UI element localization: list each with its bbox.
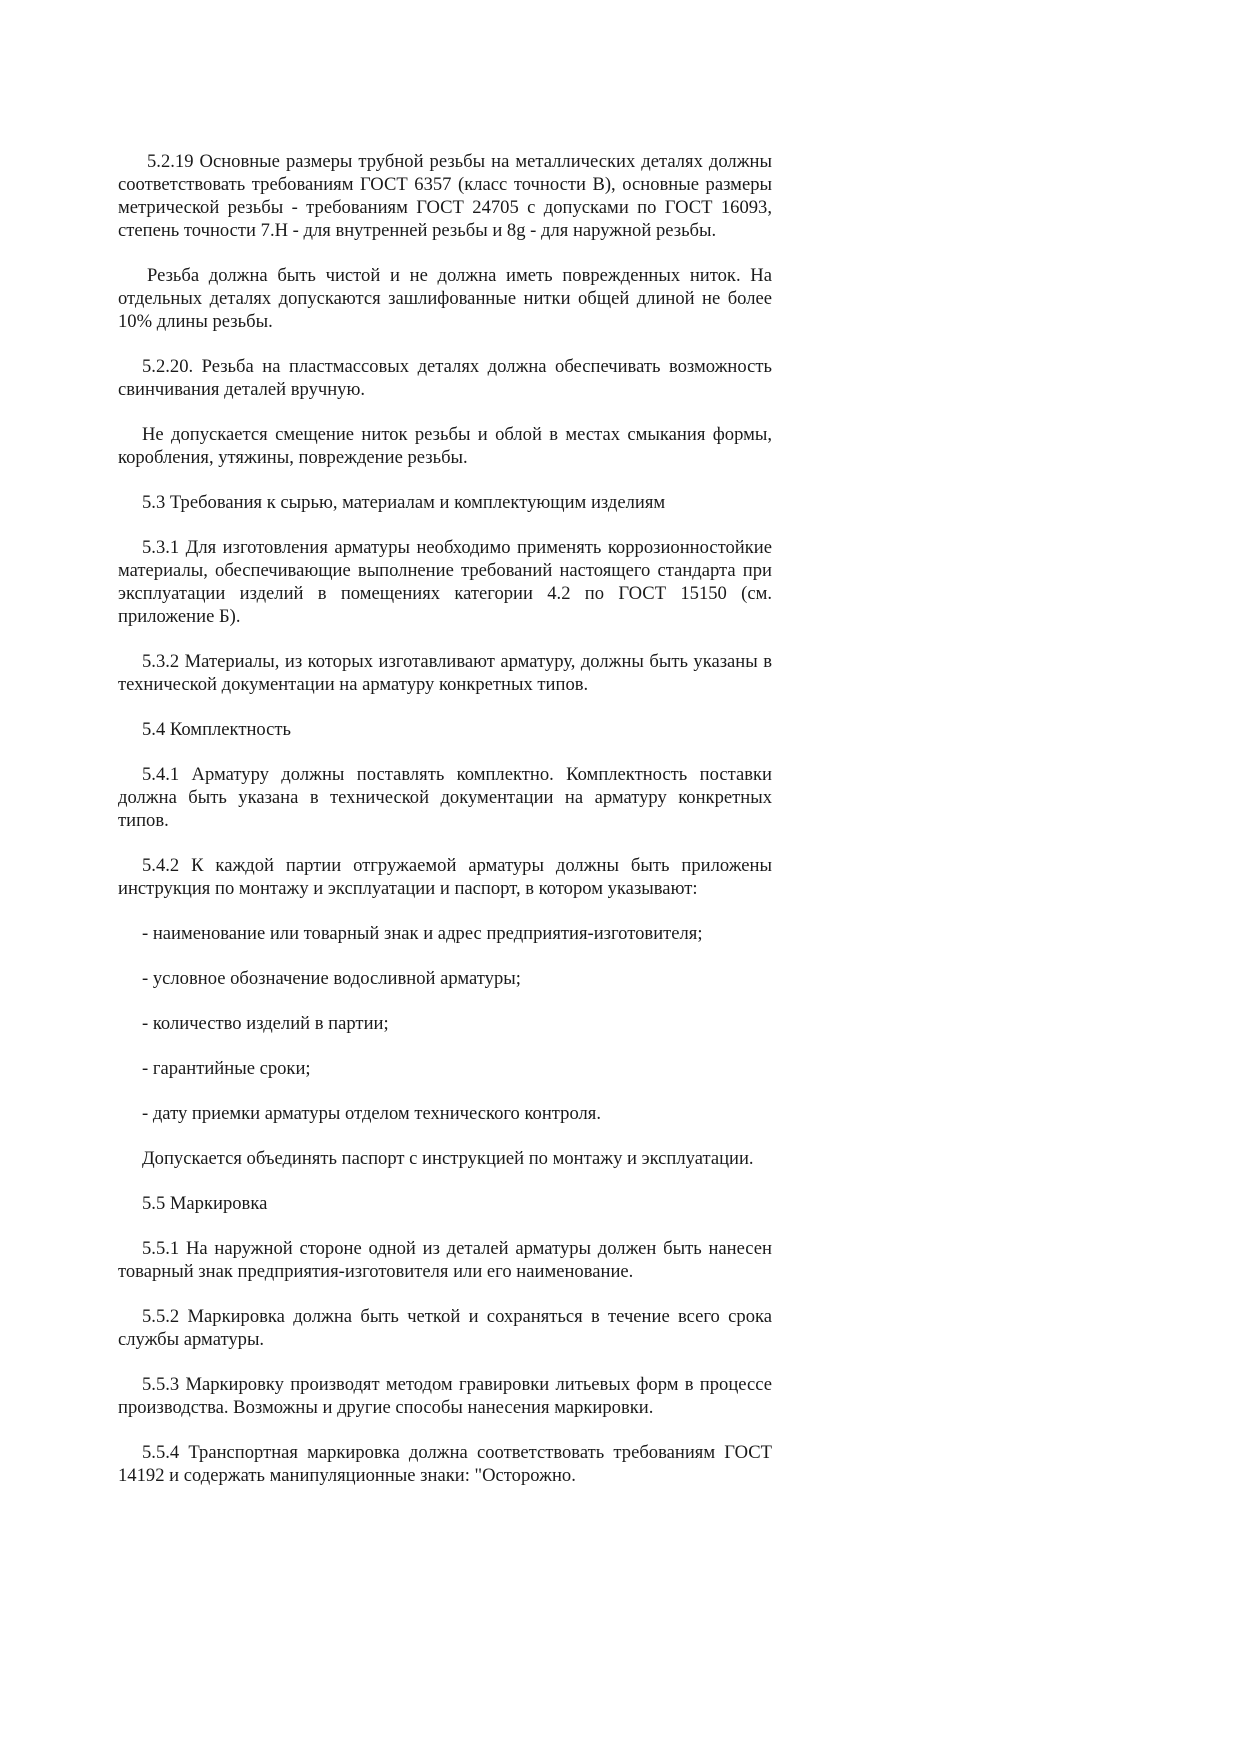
paragraph-5-3-2: 5.3.2 Материалы, из которых изготавливают арматуру, должны быть указаны в технической документации на арматуру конкретных типов. bbox=[118, 651, 772, 695]
document-page bbox=[118, 150, 772, 1487]
paragraph-5-2-19: 5.2.19 Основные размеры трубной резьбы на металлических деталях должны соответствовать требованиям ГОСТ 6357 (класс точности В), основные размеры метрической резьбы - требованиям ГОСТ 24705 с допусками по ГОСТ 16093, степень точности 7.Н - для внутренней резьбы и 8g - для наружной резьбы. bbox=[118, 151, 772, 241]
paragraph-5-5-1: 5.5.1 На наружной стороне одной из деталей арматуры должен быть нанесен товарный знак предприятия-изготовителя или его наименование. bbox=[118, 1238, 772, 1282]
list-item-warranty: - гарантийные сроки; bbox=[142, 1058, 311, 1079]
section-heading-5-5: 5.5 Маркировка bbox=[142, 1193, 268, 1214]
section-heading-5-4: 5.4 Комплектность bbox=[142, 719, 292, 740]
paragraph-5-5-3: 5.5.3 Маркировку производят методом гравировки литьевых форм в процессе производства. Возможны и другие способы нанесения маркировки. bbox=[118, 1374, 772, 1418]
section-heading-5-3: 5.3 Требования к сырью, материалам и комплектующим изделиям bbox=[142, 492, 666, 513]
list-item-designation: - условное обозначение водосливной арматуры; bbox=[142, 968, 521, 989]
paragraph-5-4-1: 5.4.1 Арматуру должны поставлять комплектно. Комплектность поставки должна быть указана в технической документации на арматуру конкретных типов. bbox=[118, 764, 772, 831]
paragraph-5-5-4: 5.5.4 Транспортная маркировка должна соответствовать требованиям ГОСТ 14192 и содержать манипуляционные знаки: "Осторожно. bbox=[118, 1442, 772, 1486]
paragraph-5-4-2: 5.4.2 К каждой партии отгружаемой арматуры должны быть приложены инструкция по монтажу и эксплуатации и паспорт, в котором указывают: bbox=[118, 855, 772, 899]
list-item-acceptance-date: - дату приемки арматуры отделом технического контроля. bbox=[142, 1103, 601, 1124]
list-item-manufacturer: - наименование или товарный знак и адрес предприятия-изготовителя; bbox=[142, 923, 703, 944]
paragraph-5-3-1: 5.3.1 Для изготовления арматуры необходимо применять коррозионностойкие материалы, обеспечивающие выполнение требований настоящего стандарта при эксплуатации изделий в помещениях категории 4.2 по ГОСТ 15150 (см. приложение Б). bbox=[118, 537, 772, 627]
paragraph-5-2-20: 5.2.20. Резьба на пластмассовых деталях должна обеспечивать возможность свинчивания деталей вручную. bbox=[118, 356, 772, 400]
list-item-quantity: - количество изделий в партии; bbox=[142, 1013, 389, 1034]
paragraph-thread-defects: Не допускается смещение ниток резьбы и облой в местах смыкания формы, коробления, утяжины, повреждение резьбы. bbox=[118, 424, 772, 468]
paragraph-5-5-2: 5.5.2 Маркировка должна быть четкой и сохраняться в течение всего срока службы арматуры. bbox=[118, 1306, 772, 1350]
paragraph-thread-quality: Резьба должна быть чистой и не должна иметь поврежденных ниток. На отдельных деталях допускаются зашлифованные нитки общей длиной не более 10% длины резьбы. bbox=[118, 265, 772, 332]
paragraph-passport-combined: Допускается объединять паспорт с инструкцией по монтажу и эксплуатации. bbox=[142, 1148, 754, 1169]
